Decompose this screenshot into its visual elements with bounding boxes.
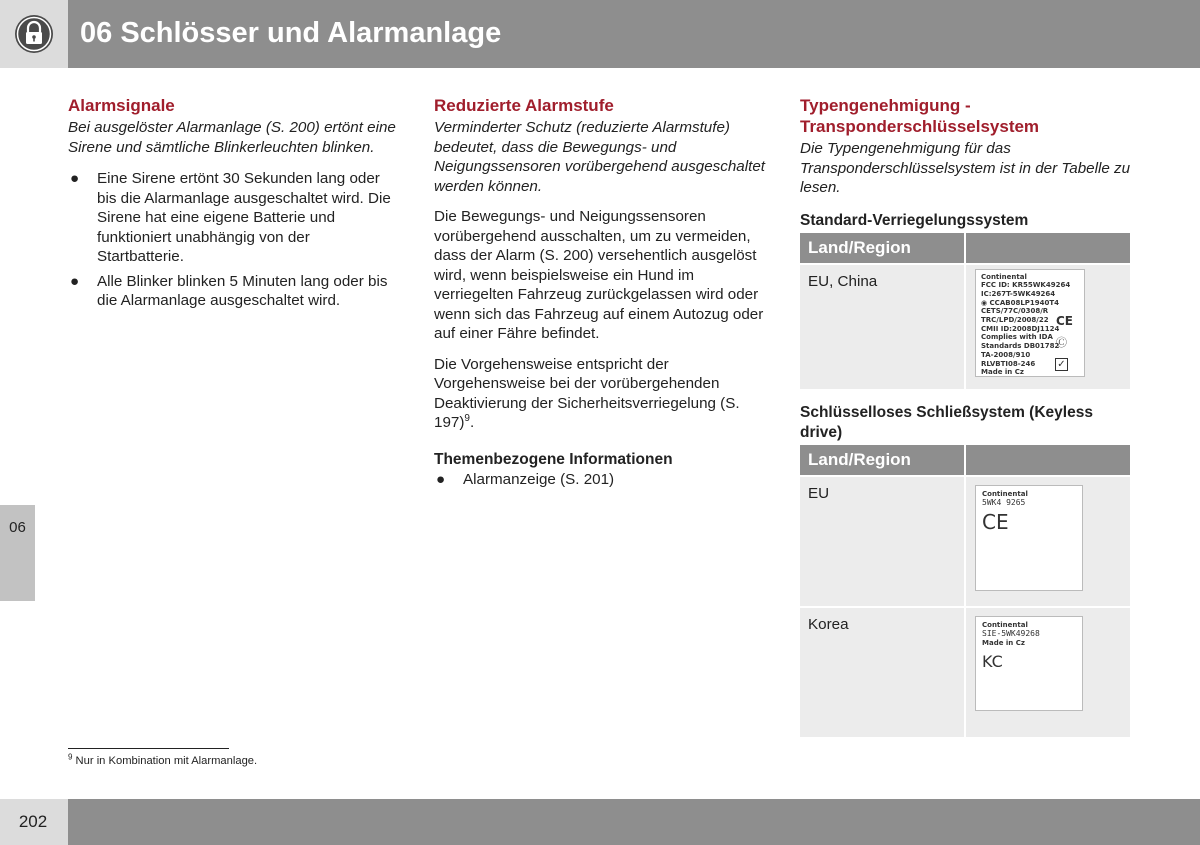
bullet-icon: ● <box>70 170 80 187</box>
section-intro: Verminderter Schutz (reduzierte Alarmstufe) bedeutet, dass die Bewegungs- und Neigungssensoren vorübergehend ausgeschaltet werden können. <box>434 119 765 195</box>
footnote-ref[interactable]: 9 <box>464 412 470 424</box>
table-row <box>800 477 1130 606</box>
column-alarmsignale <box>68 95 400 316</box>
column-reduzierte-alarmstufe <box>434 95 768 494</box>
table-title: Standard-Verriegelungssystem <box>800 211 1029 229</box>
check-mark-icon: ✓ <box>1055 358 1068 371</box>
section-heading: Reduzierte Alarmstufe <box>434 96 614 115</box>
table-header-row <box>800 233 1130 263</box>
circle-mark-icon: ◉ <box>981 298 990 307</box>
related-link[interactable]: ● Alarmanzeige (S. 201) <box>436 470 615 488</box>
ce-mark-icon: CE <box>1056 313 1074 328</box>
bullet-icon: ● <box>436 470 446 488</box>
approval-label-image: Continental 5WK4 9265 CE <box>975 485 1083 591</box>
table-title: Schlüsselloses Schließsystem (Keyless drive) <box>800 403 1093 441</box>
page-number: 202 <box>18 812 48 831</box>
page-title: 06 Schlösser und Alarmanlage <box>80 17 502 49</box>
section-heading: Typengenehmigung - Transponderschlüsselsystem <box>800 96 1040 136</box>
approval-label-image: Continental SIE-5WK49268 Made in Cz KC <box>975 616 1083 711</box>
kc-mark-icon: KC <box>982 651 1003 671</box>
region-cell: EU <box>800 477 964 606</box>
bullet-list <box>68 169 400 311</box>
column-header: Land/Region <box>800 445 964 475</box>
table-row <box>800 608 1130 737</box>
label-image-cell <box>966 477 1130 606</box>
footnote-divider <box>68 748 229 749</box>
chapter-tab-label: 06 <box>9 519 26 536</box>
section-intro: Bei ausgelöster Alarmanlage (S. 200) ertönt eine Sirene und sämtliche Blinkerleuchten blinken. <box>68 119 396 156</box>
footer-bar <box>68 799 1200 845</box>
approval-table-standard <box>798 231 1132 391</box>
label-image-cell <box>966 608 1130 737</box>
lock-icon <box>14 14 54 54</box>
column-typengenehmigung <box>800 95 1132 739</box>
approval-label-image: Continental FCC ID: KR55WK49264 IC:267T-5WK49264 ◉ CCAB08LP1940T4 CETS/77C/0308/R TRC/LPD/2008/22 CMII ID:2008DJ1124 Complies with IDA Standards DB01782 TA-2008/910 RLVBTI08-246 Made in Cz CE Ⓒ ✓ <box>975 269 1085 377</box>
region-cell: Korea <box>800 608 964 737</box>
table-header-row <box>800 445 1130 475</box>
section-intro: Die Typengenehmigung für das Transponderschlüsselsystem ist in der Tabelle zu lesen. <box>800 140 1131 196</box>
section-heading: Alarmsignale <box>68 96 175 115</box>
body-paragraph: Die Vorgehensweise entspricht der Vorgehensweise bei der vorübergehenden Deaktivierung der Sicherheitsverriegelung (S. 197)$^9$. <box>434 355 740 431</box>
label-image-cell <box>966 265 1130 389</box>
ce-mark-icon: CE <box>982 510 1009 535</box>
table-row <box>800 265 1130 389</box>
footnote: $^9$ Nur in Kombination mit Alarmanlage. <box>68 752 258 767</box>
column-header-empty <box>966 445 1130 475</box>
list-item: ● Eine Sirene ertönt 30 Sekunden lang oder bis die Alarmanlage ausgeschaltet wird. Die Sirene hat eine eigene Batterie und funktioniert unabhängig von der Startbatterie. <box>70 170 391 265</box>
list-item: ● Alle Blinker blinken 5 Minuten lang oder bis die Alarmanlage ausgeschaltet wird. <box>70 272 388 309</box>
c-tick-mark-icon: Ⓒ <box>1056 335 1067 349</box>
related-info-heading: Themenbezogene Informationen <box>434 450 673 468</box>
region-cell: EU, China <box>800 265 964 389</box>
bullet-icon: ● <box>70 272 80 290</box>
column-header: Land/Region <box>800 233 964 263</box>
related-list <box>434 470 768 490</box>
body-paragraph: Die Bewegungs- und Neigungssensoren vorübergehend ausschalten, um zu vermeiden, dass der Alarm (S. 200) versehentlich ausgelöst wird, wenn beispielsweise ein Hund im verriegelten Fahrzeug zurückgelassen wird oder wenn sich das Fahrzeug auf einem Autozug oder auf einer Fähre befindet. <box>434 208 764 342</box>
column-header-empty <box>966 233 1130 263</box>
approval-table-keyless <box>798 443 1132 739</box>
